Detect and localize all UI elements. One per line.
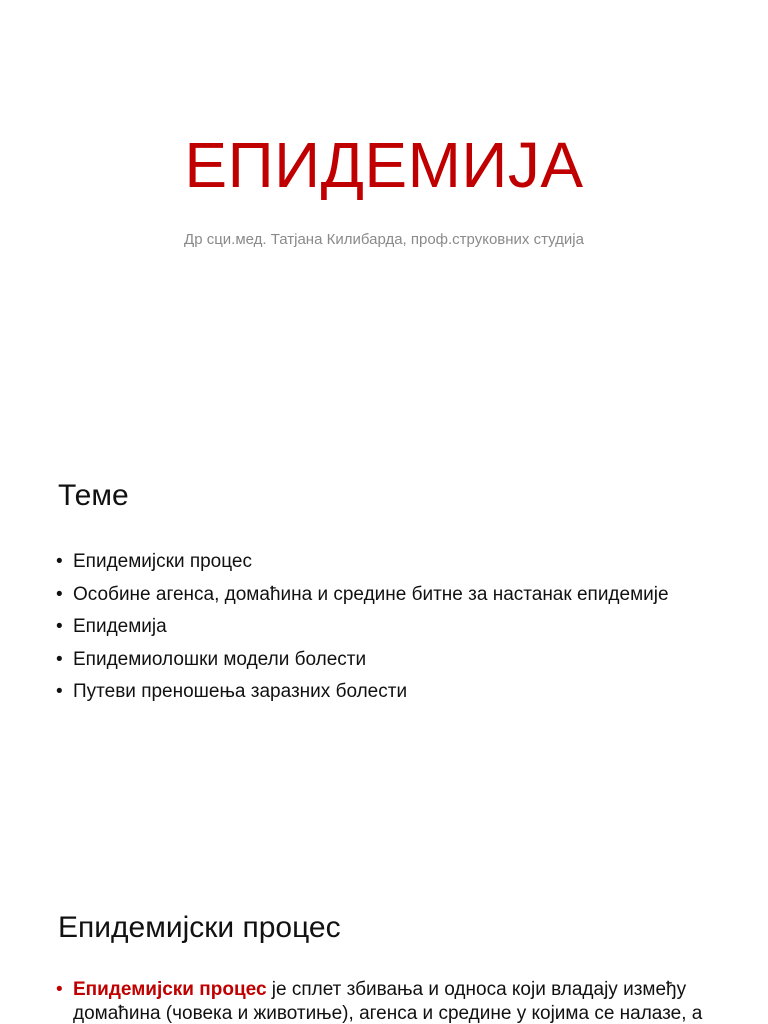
slide-heading-epidemic-process: Епидемијски процес — [58, 911, 341, 944]
slide-heading-topics: Теме — [58, 479, 129, 512]
topics-slide — [0, 432, 768, 862]
list-item-text: Епидемиолошки модели болести — [73, 648, 367, 670]
list-item — [56, 648, 716, 672]
bullet-icon: • — [56, 616, 63, 637]
bullet-icon: • — [56, 583, 63, 605]
list-item — [56, 583, 716, 607]
list-item — [56, 615, 716, 639]
bullet-icon: • — [56, 979, 63, 1000]
definition-text: је сплет збивања и односа који владају између домаћина (човека и животиње), агенса и средине у којима се налазе, а — [73, 979, 703, 1024]
bullet-icon: • — [56, 681, 63, 702]
list-item-text: Епидемијски процес — [73, 551, 252, 572]
author-subtitle: Др сци.мед. Татјана Килибарда, проф.струковних студија — [184, 231, 584, 248]
list-item — [56, 680, 716, 704]
epidemic-process-slide — [0, 864, 768, 1024]
topics-list — [56, 550, 716, 713]
bullet-icon: • — [56, 551, 63, 572]
presentation-title: ЕПИДЕМИЈА — [184, 129, 584, 201]
bullet-icon: • — [56, 648, 63, 670]
definition-list — [56, 978, 716, 1024]
list-item-text: Епидемија — [73, 616, 167, 637]
list-item-text: Путеви преношења заразних болести — [73, 681, 408, 702]
title-slide — [0, 0, 768, 430]
list-item — [56, 550, 716, 574]
list-item — [56, 978, 716, 1024]
highlighted-term: Епидемијски процес — [73, 979, 267, 1000]
list-item-text: Особине агенса, домаћина и средине битне за настанак епидемије — [73, 583, 669, 605]
